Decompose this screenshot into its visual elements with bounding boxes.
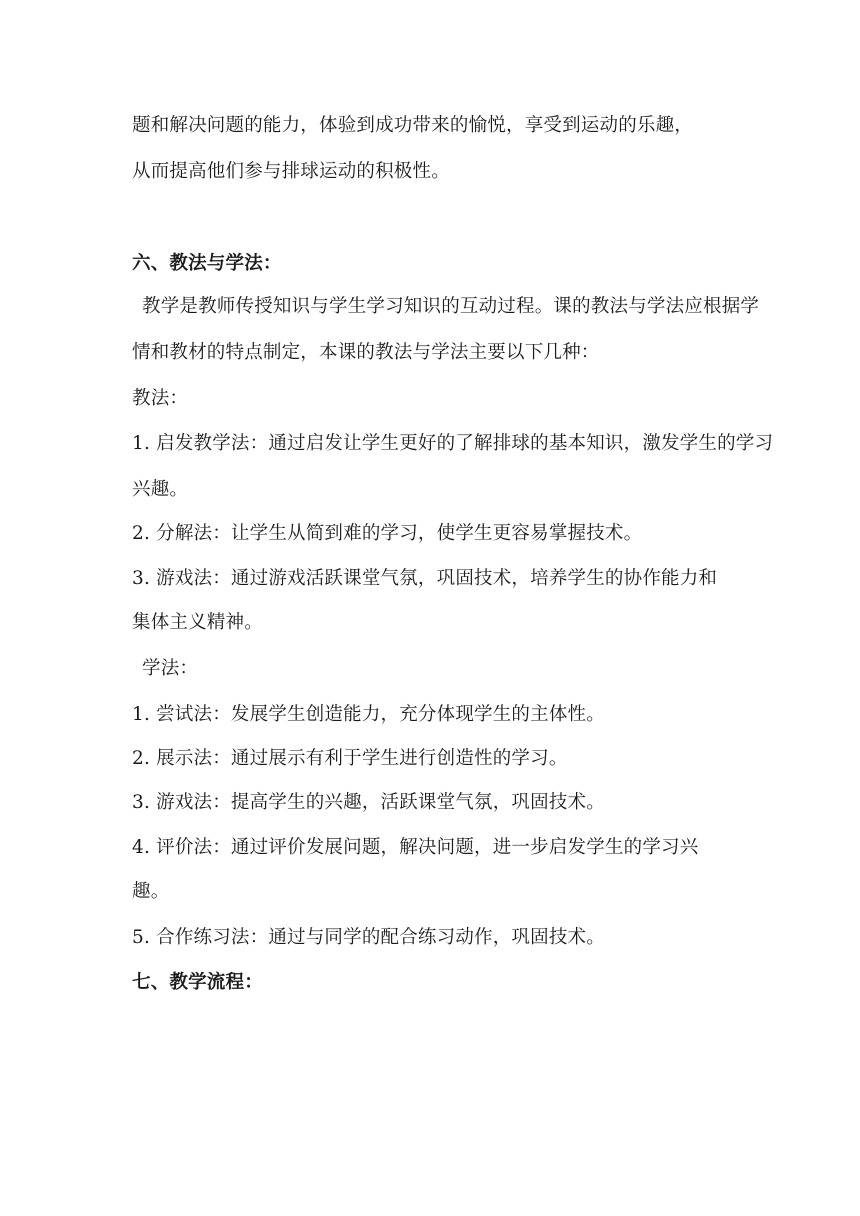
learning-method-item: 趣。 [132, 881, 170, 902]
teaching-method-item: 集体主义精神。 [132, 612, 263, 633]
paragraph-line: 从而提高他们参与排球运动的积极性。 [132, 161, 450, 182]
section-heading-7: 七、教学流程： [132, 972, 263, 993]
teaching-method-item: 兴趣。 [132, 479, 189, 500]
intro-line: 情和教材的特点制定，本课的教法与学法主要以下几种： [132, 342, 600, 363]
intro-line: 教学是教师传授知识与学生学习知识的互动过程。课的教法与学法应根据学 [142, 296, 760, 317]
paragraph-line: 题和解决问题的能力，体验到成功带来的愉悦，享受到运动的乐趣， [132, 115, 694, 136]
teaching-methods-label: 教法： [132, 388, 189, 409]
learning-methods-label: 学法： [142, 658, 199, 679]
teaching-method-item: 1. 启发教学法：通过启发让学生更好的了解排球的基本知识，激发学生的学习 [132, 433, 774, 454]
section-heading-6: 六、教法与学法： [132, 253, 282, 274]
learning-method-item: 2. 展示法：通过展示有利于学生进行创造性的学习。 [132, 748, 568, 769]
learning-method-item: 3. 游戏法：提高学生的兴趣，活跃课堂气氛，巩固技术。 [132, 792, 605, 813]
learning-method-item: 5. 合作练习法：通过与同学的配合练习动作，巩固技术。 [132, 927, 605, 948]
teaching-method-item: 2. 分解法：让学生从简到难的学习，使学生更容易掌握技术。 [132, 523, 643, 544]
teaching-method-item: 3. 游戏法：通过游戏活跃课堂气氛，巩固技术，培养学生的协作能力和 [132, 568, 718, 589]
learning-method-item: 1. 尝试法：发展学生创造能力，充分体现学生的主体性。 [132, 704, 605, 725]
learning-method-item: 4. 评价法：通过评价发展问题，解决问题，进一步启发学生的学习兴 [132, 837, 699, 858]
